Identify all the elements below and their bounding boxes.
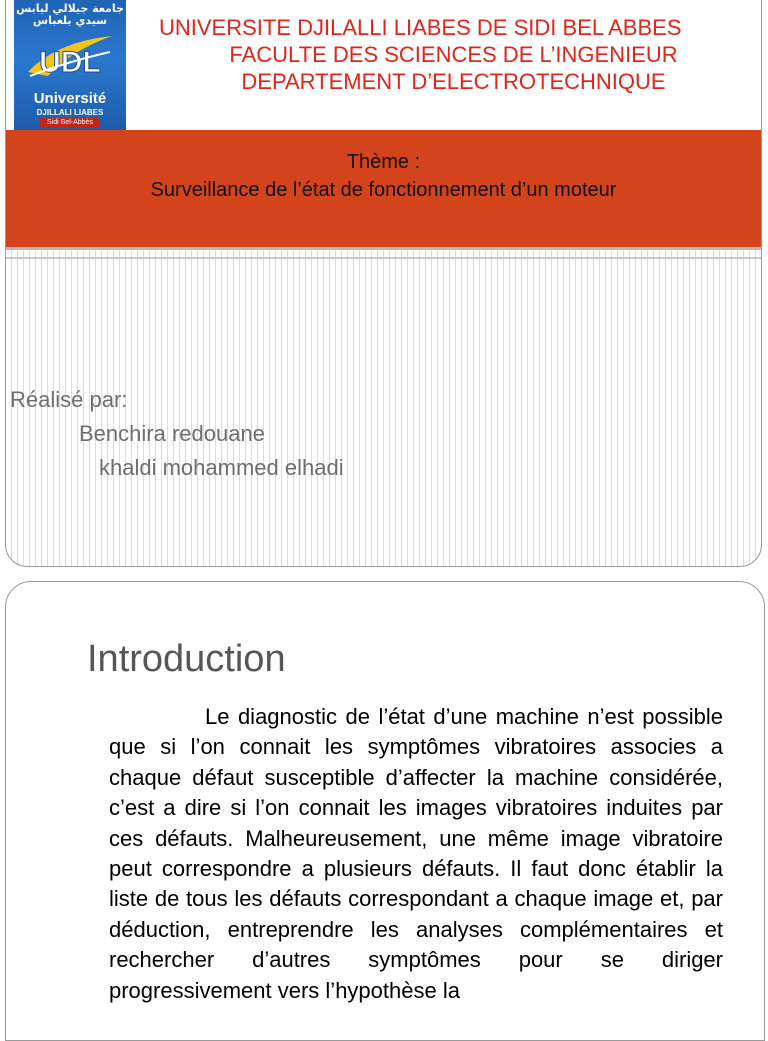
- introduction-paragraph: Le diagnostic de l’état d’une machine n’est possible que si l’on connait les symptômes vibratoires associes a chaque défaut susceptible d’affecter la machine considérée, c’est a dire si l’on connait les images vibratoires induites par ces défauts. Malheureusement, une même image vibratoire peut correspondre a plusieurs défauts. Il faut donc établir la liste de tous les défauts correspondant a chaque image et, par déduction, entreprendre les analyses complémentaires et rechercher d’autres symptômes pour se diriger progressivement vers l’hypothèse la: [109, 704, 723, 1003]
- introduction-slide: [5, 581, 765, 1041]
- author-name-1: Benchira redouane: [79, 421, 265, 446]
- author-name-2: khaldi mohammed elhadi: [99, 455, 344, 480]
- university-logo: [14, 0, 126, 133]
- udl-mark-icon: [26, 32, 114, 80]
- title-slide: [5, 0, 762, 567]
- divider: [6, 257, 761, 259]
- logo-arabic-text: جامعة جيلالي ليابس سيدي بلعباس: [16, 2, 124, 27]
- slide-header-area: [6, 0, 761, 130]
- slide-title: Introduction: [87, 638, 286, 680]
- logo-subtitle: DJILLALI LIABES: [36, 108, 104, 117]
- theme-title: Surveillance de l’état de fonctionnement d’un moteur: [150, 179, 617, 201]
- university-name: UNIVERSITE DJILALLI LIABES DE SIDI BEL ABBES: [159, 15, 682, 40]
- logo-word: Université: [33, 90, 107, 107]
- theme-band: [6, 130, 761, 250]
- logo-city: Sidi Bel-Abbès: [40, 118, 100, 127]
- faculty-name: FACULTE DES SCIENCES DE L’INGENIEUR: [229, 42, 678, 67]
- svg-text:UDL: UDL: [39, 46, 101, 79]
- institution-header: [151, 14, 762, 95]
- department-name: DEPARTEMENT D’ELECTROTECHNIQUE: [241, 69, 666, 94]
- theme-label: Thème :: [346, 151, 421, 173]
- authors-label: Réalisé par:: [10, 387, 128, 412]
